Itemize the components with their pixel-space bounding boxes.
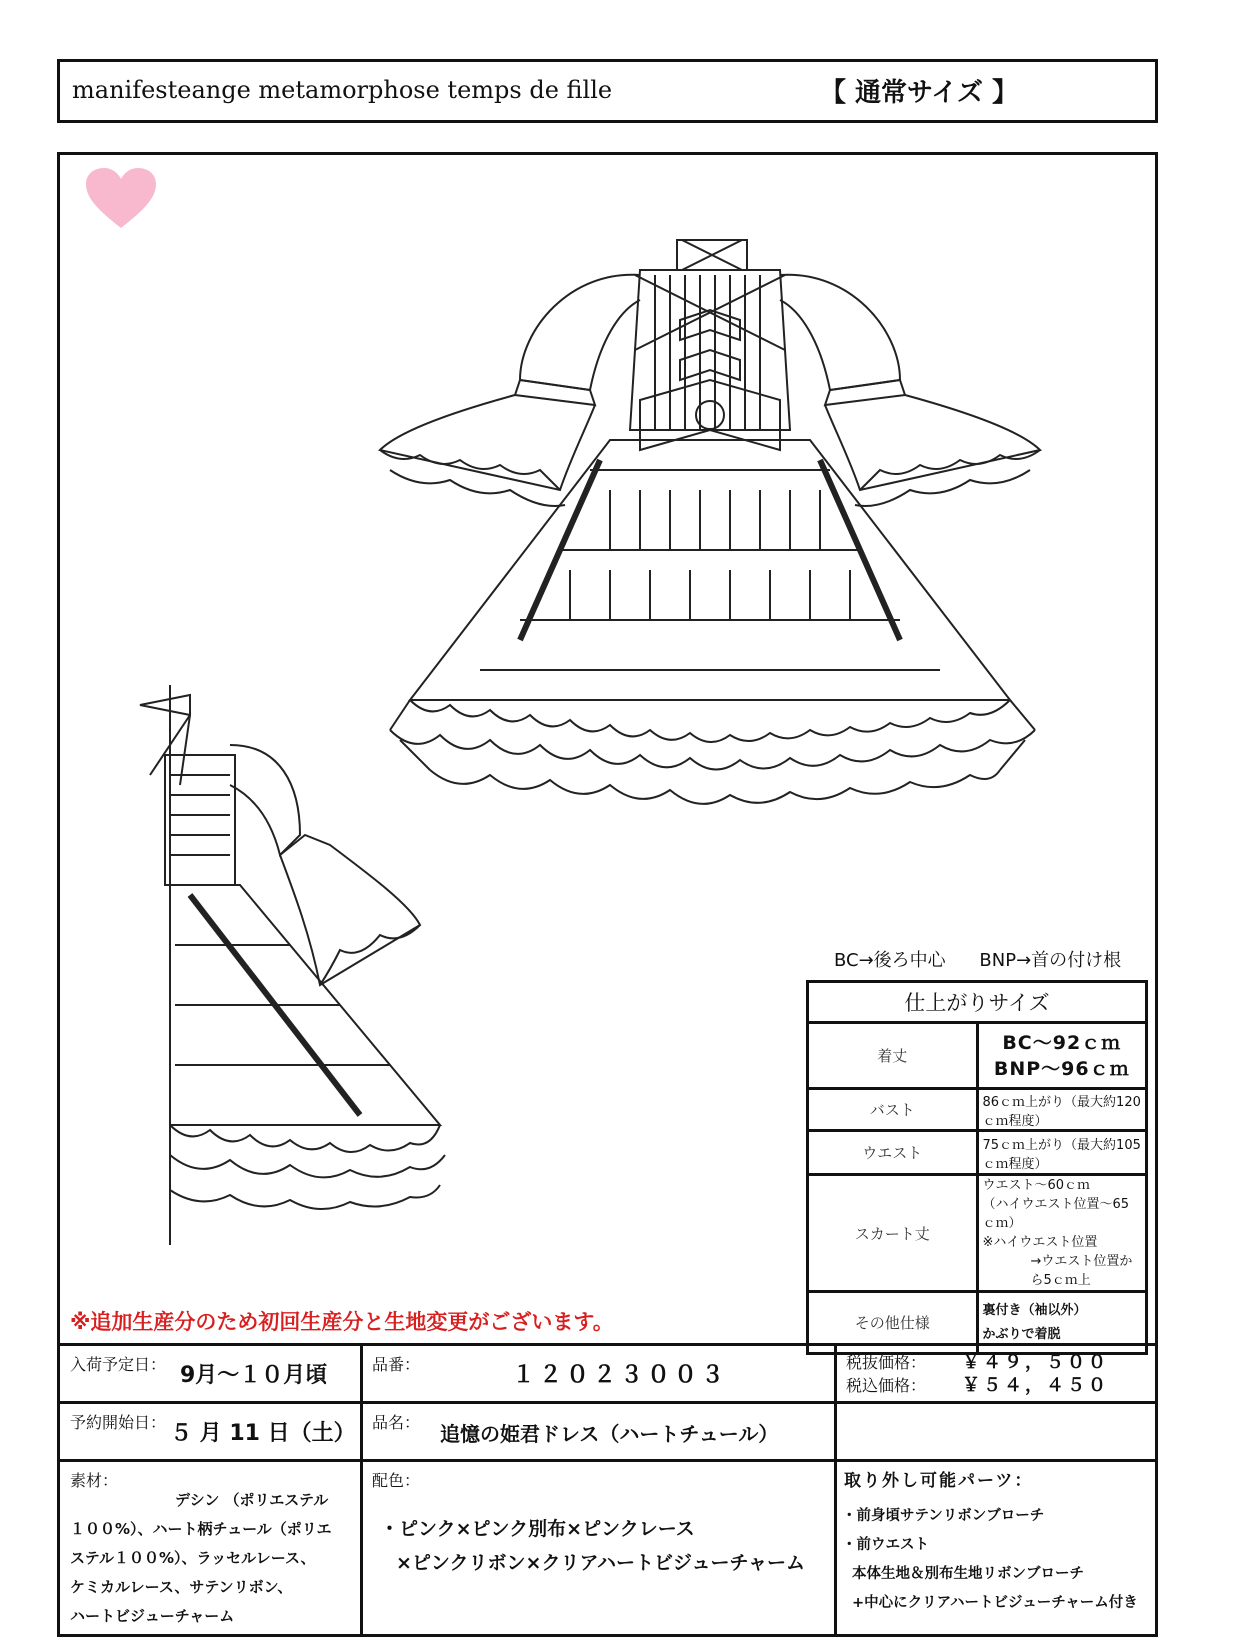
grid-line-h3 xyxy=(57,1459,1158,1462)
grid-line-h2 xyxy=(57,1401,1158,1404)
name-label: 品名： xyxy=(372,1413,421,1432)
skirt-line-3: ※ハイウエスト位置 xyxy=(982,1235,1098,1250)
skirt-line-1: ウエスト～60ｃｍ xyxy=(982,1178,1091,1193)
brand-title: manifesteange metamorphose temps de fille xyxy=(72,76,613,104)
parts-line-1: ・前身頃サテンリボンブローチ xyxy=(842,1508,1045,1524)
name-value: 追憶の姫君ドレス（ハートチュール） xyxy=(440,1422,779,1446)
color-line-1: ・ピンク×ピンク別布×ピンクレース xyxy=(380,1518,695,1540)
other-line-2: かぶりで着脱 xyxy=(982,1326,1061,1342)
material-text xyxy=(70,1486,355,1631)
reserve-value: ５ 月 11 日（土） xyxy=(170,1421,356,1446)
row-value-bust: 86ｃｍ上がり（最大約120ｃｍ程度） xyxy=(977,1089,1147,1131)
item-no-value: １２０２３００３ xyxy=(512,1362,728,1388)
price-in-value: ￥５４，４５０ xyxy=(962,1375,1109,1396)
reserve-label: 予約開始日： xyxy=(70,1413,167,1432)
dress-front-illustration xyxy=(370,230,1060,840)
parts-line-3: 本体生地＆別布生地リボンブローチ xyxy=(852,1566,1084,1582)
item-no-label: 品番： xyxy=(372,1355,421,1374)
heart-icon xyxy=(86,168,156,230)
parts-label: 取り外し可能パーツ： xyxy=(844,1471,1034,1491)
price-ex-label: 税抜価格： xyxy=(846,1353,927,1372)
dress-side-illustration xyxy=(130,685,470,1245)
row-value-length xyxy=(977,1023,1147,1089)
color-text xyxy=(380,1512,805,1580)
parts-line-4: +中心にクリアハートビジューチャーム付き xyxy=(852,1595,1138,1611)
abbreviation-notes xyxy=(834,946,1121,972)
length-bc: BC～92ｃｍ xyxy=(1002,1031,1122,1054)
arrival-label: 入荷予定日： xyxy=(70,1355,167,1374)
material-line-4: ケミカルレース、サテンリボン、 xyxy=(70,1578,293,1596)
row-value-skirt xyxy=(977,1175,1147,1292)
size-label: 【 通常サイズ 】 xyxy=(820,78,1019,108)
size-table xyxy=(806,980,1148,1355)
note-bc: BC→後ろ中心 xyxy=(834,950,946,971)
other-line-1: 裏付き（袖以外） xyxy=(982,1302,1087,1318)
material-label: 素材： xyxy=(70,1471,119,1490)
material-line-1: デシン （ポリエステル xyxy=(175,1491,329,1509)
row-label-skirt: スカート丈 xyxy=(808,1175,978,1292)
price-ex-value: ￥４９，５００ xyxy=(962,1352,1109,1373)
material-line-3: ステル１００%）、ラッセルレース、 xyxy=(70,1549,316,1567)
parts-text xyxy=(842,1502,1138,1618)
note-bnp: BNP→首の付け根 xyxy=(979,950,1122,971)
grid-line-h1 xyxy=(57,1343,1158,1346)
material-line-2: １００%）、ハート柄チュール（ポリエ xyxy=(70,1520,332,1538)
color-label: 配色： xyxy=(372,1471,421,1490)
grid-line-v1 xyxy=(360,1343,363,1637)
row-label-bust: バスト xyxy=(808,1089,978,1131)
price-in-label: 税込価格： xyxy=(846,1376,927,1395)
arrival-value: 9月～１０月頃 xyxy=(180,1363,328,1388)
row-label-waist: ウエスト xyxy=(808,1131,978,1175)
parts-line-2: ・前ウエスト xyxy=(842,1537,929,1553)
size-table-title: 仕上がりサイズ xyxy=(808,982,1147,1023)
header-box xyxy=(57,59,1158,123)
length-bnp: BNP～96ｃｍ xyxy=(993,1057,1130,1080)
row-label-other: その他仕様 xyxy=(808,1292,978,1354)
row-value-waist: 75ｃｍ上がり（最大約105ｃｍ程度） xyxy=(977,1131,1147,1175)
material-line-5: ハートビジューチャーム xyxy=(70,1607,235,1625)
color-line-2: ×ピンクリボン×クリアハートビジューチャーム xyxy=(396,1552,805,1574)
grid-line-v2 xyxy=(834,1343,837,1637)
skirt-line-2: （ハイウエスト位置～65ｃｍ） xyxy=(982,1197,1130,1231)
row-label-length: 着丈 xyxy=(808,1023,978,1089)
warning-text: ※追加生産分のため初回生産分と生地変更がございます。 xyxy=(70,1310,614,1334)
skirt-line-4: →ウエスト位置から5ｃｍ上 xyxy=(1030,1254,1133,1288)
